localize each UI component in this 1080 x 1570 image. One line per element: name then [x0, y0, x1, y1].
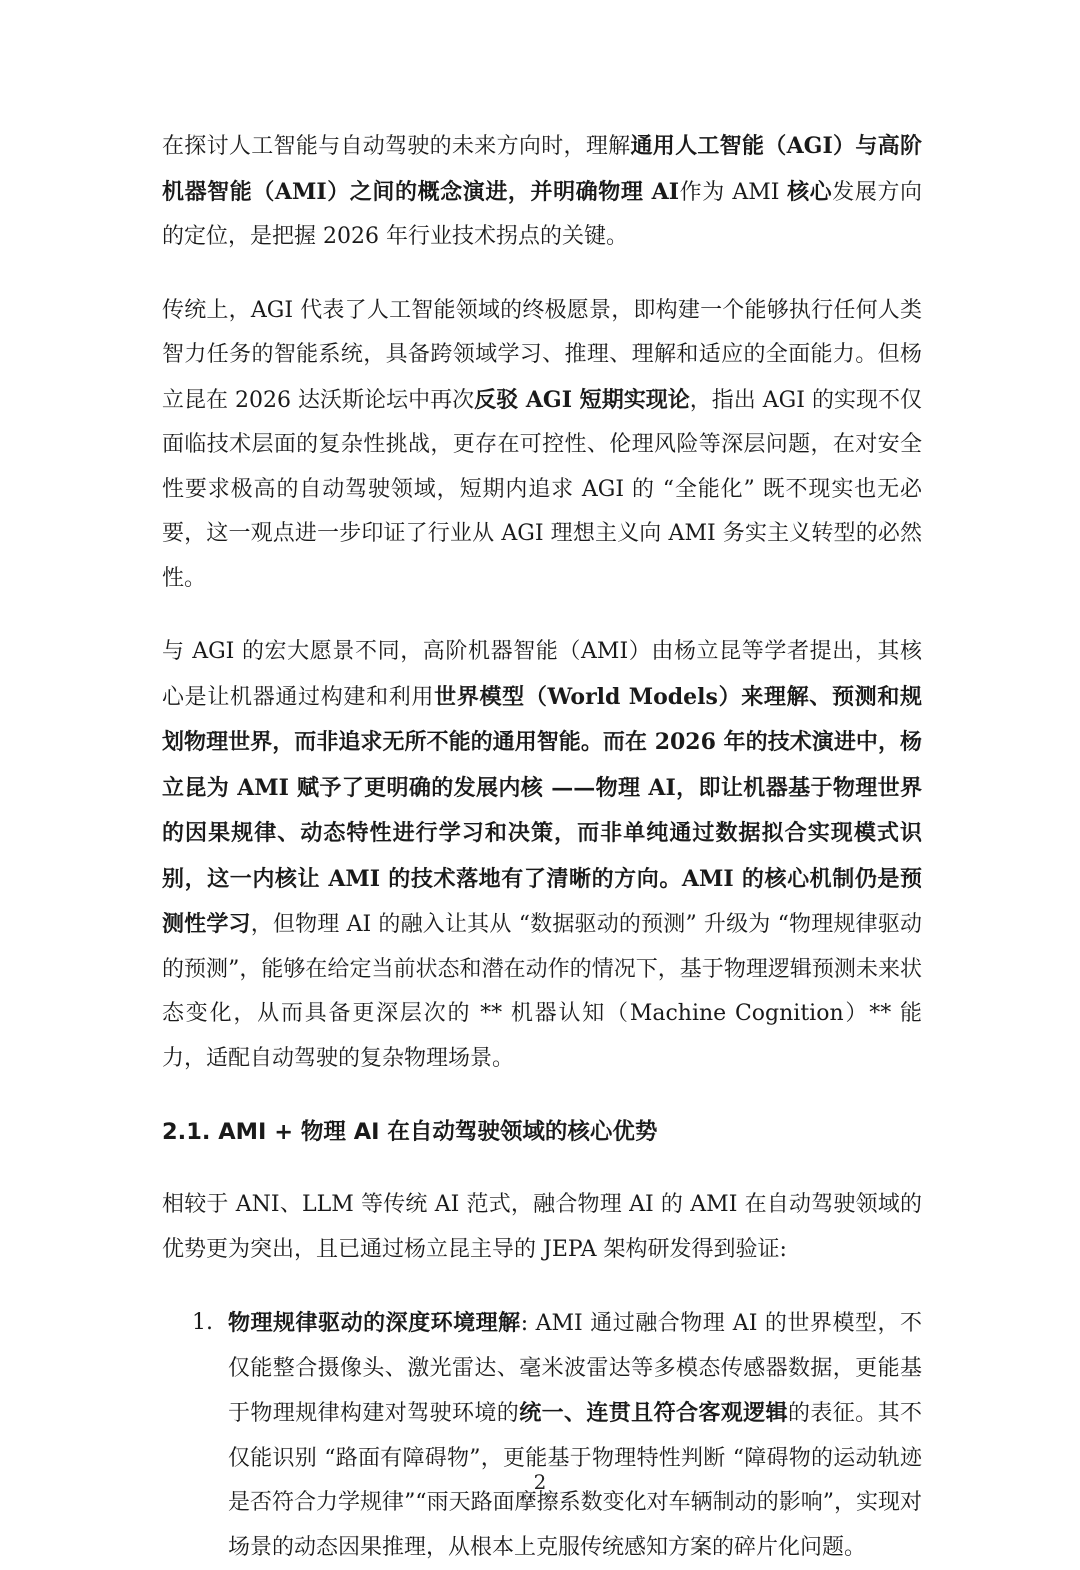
- text-run: 传统上，AGI 代表了人工智能领域的终极愿景，即构建一个能够执行任何人类智力任务的智能系统，具备跨领域学习、推理、理解和适应的全面能力。但杨立昆在 2026 达沃斯论坛中再次: [162, 297, 922, 413]
- text-run: ，但物理 AI 的融入让其从 “数据驱动的预测” 升级为 “物理规律驱动的预测”，能够在给定当前状态和潜在动作的情况下，基于物理逻辑预测未来状态变化，从而具备更深层次的 ** 机器认知（Machine Cognition）** 能力，适配自动驾驶的复杂物理场景。: [162, 912, 922, 1071]
- agi-paragraph: [162, 289, 922, 602]
- bold-text-run: 反驳 AGI 短期实现论: [474, 386, 690, 413]
- bold-text-run: 统一、连贯且符合客观逻辑: [519, 1400, 788, 1426]
- list-item: [162, 1301, 922, 1570]
- text-run: 的表征。其不仅能识别 “路面有障碍物”，更能基于物理特性判断 “障碍物的运动轨迹是否符合力学规律”“雨天路面摩擦系数变化对车辆制动的影响”，实现对场景的动态因果推理，从根本上克服传统感知方案的碎片化问题。: [228, 1401, 922, 1560]
- text-run: ，指出 AGI 的实现不仅面临技术层面的复杂性挑战，更存在可控性、伦理风险等深层问题，在对安全性要求极高的自动驾驶领域，短期内追求 AGI 的 “全能化” 既不现实也无必要，这一观点进一步印证了行业从 AGI 理想主义向 AMI 务实主义转型的必然性。: [162, 387, 923, 591]
- list-item-number: 1.: [192, 1310, 213, 1335]
- text-run: : AMI 通过融合物理 AI 的世界模型，不仅能整合摄像头、激光雷达、毫米波雷达等多模态传感器数据，更能基于物理规律构建对驾驶环境的: [228, 1311, 922, 1426]
- page-number: 2: [533, 1470, 547, 1494]
- text-run: 与 AGI 的宏大愿景不同，高阶机器智能（AMI）由杨立昆等学者提出，其核心是让机器通过构建和利用: [162, 639, 922, 710]
- ami-paragraph: [162, 630, 922, 1081]
- advantages-list: [162, 1301, 922, 1570]
- text-run: 相较于 ANI、LLM 等传统 AI 范式，融合物理 AI 的 AMI 在自动驾驶领域的优势更为突出，且已通过杨立昆主导的 JEPA 架构研发得到验证:: [162, 1192, 922, 1262]
- bold-text-run: 通用人工智能（AGI）与高阶机器智能（AMI）之间的概念演进，并明确物理 AI: [162, 133, 922, 205]
- bold-text-run: 世界模型（World Models）来理解、预测和规划物理世界，而非追求无所不能的通用智能。而在 2026 年的技术演进中，杨立昆为 AMI 赋予了更明确的发展内核 ——物理 AI，即让机器基于物理世界的因果规律、动态特性进行学习和决策，而非单纯通过数据拟合实现模式识别，这一内核让 AMI 的技术落地有了清晰的方向。AMI 的核心机制仍是预测性学习: [162, 683, 922, 937]
- text-run: 作为 AMI: [679, 179, 788, 205]
- advantages-intro-paragraph: [162, 1183, 922, 1272]
- text-run: 发展方向的定位，是把握 2026 年行业技术拐点的关键。: [162, 179, 922, 249]
- document-page: [162, 124, 922, 1570]
- text-run: 在探讨人工智能与自动驾驶的未来方向时，理解: [162, 134, 631, 159]
- bold-text-run: 物理规律驱动的深度环境理解: [228, 1310, 521, 1336]
- section-heading: 2.1. AMI + 物理 AI 在自动驾驶领域的核心优势: [162, 1119, 658, 1145]
- intro-paragraph: [162, 124, 922, 260]
- bold-text-run: 核心: [787, 178, 833, 205]
